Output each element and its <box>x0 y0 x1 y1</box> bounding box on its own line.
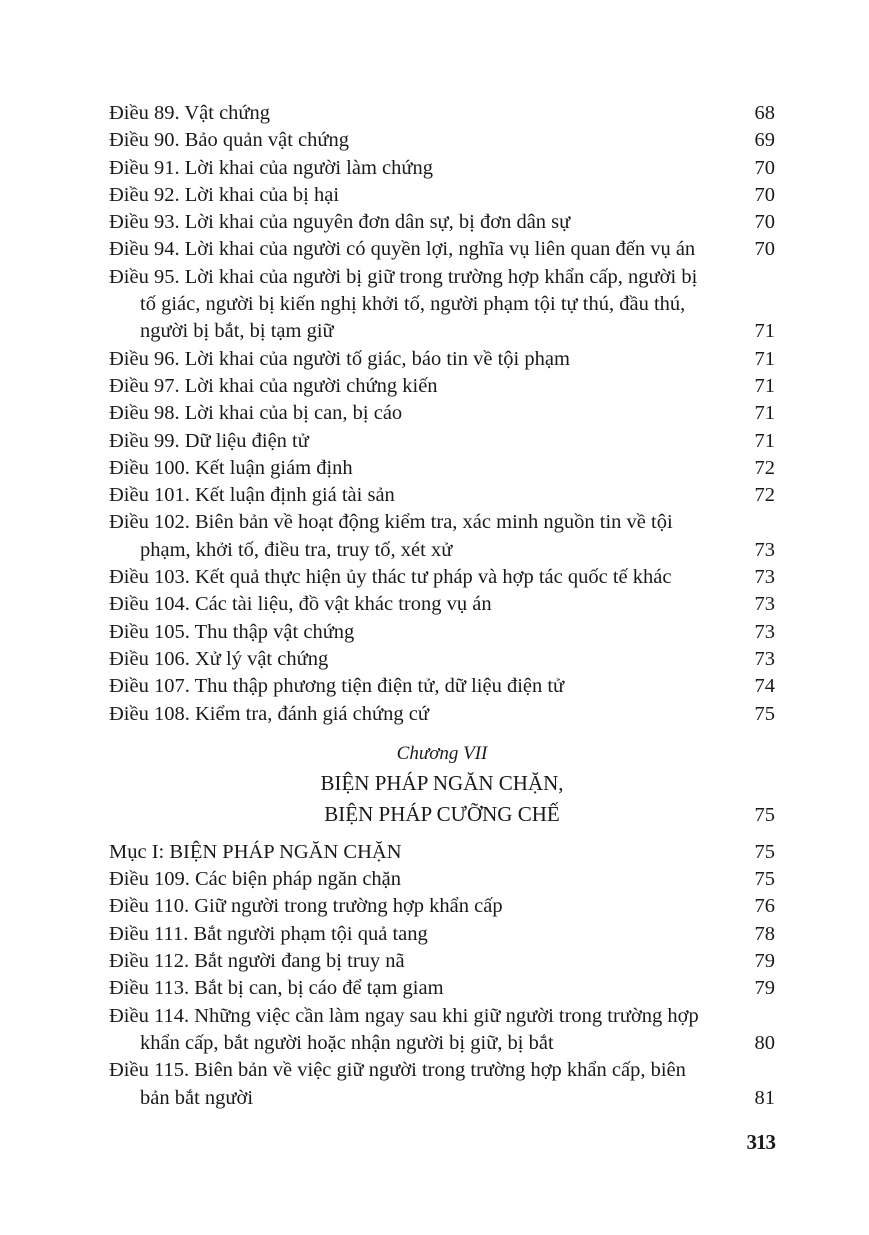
toc-entry-title: Điều 96. Lời khai của người tố giác, báo tin về tội phạm <box>109 347 570 370</box>
toc-entry-page: 69 <box>754 129 775 152</box>
toc-entry-page: 71 <box>754 402 775 425</box>
toc-entry-title: Điều 105. Thu thập vật chứng <box>109 620 355 643</box>
toc-entry-page: 80 <box>754 1031 775 1054</box>
toc-entry-title: Mục I: BIỆN PHÁP NGĂN CHẶN <box>109 840 402 863</box>
toc-entry-page: 78 <box>754 922 775 945</box>
toc-entry-title: Điều 99. Dữ liệu điện tử <box>109 429 309 452</box>
toc-entry-title: Điều 113. Bắt bị can, bị cáo để tạm giam <box>109 977 444 1000</box>
toc-entry-title: Điều 114. Những việc cần làm ngay sau khi giữ người trong trường hợp khẩn cấp, bắt người hoặc nhận người bị giữ, bị bắt <box>109 1004 699 1054</box>
toc-entry-title: Điều 89. Vật chứng <box>109 102 271 124</box>
toc-entry-title: Điều 95. Lời khai của người bị giữ trong trường hợp khẩn cấp, người bị tố giác, người bị kiến nghị khởi tố, người phạm tội tự thú, đầu thú, người bị bắt, bị tạm giữ <box>109 265 698 343</box>
toc-entry <box>109 400 775 427</box>
toc-entry-page: 71 <box>754 347 775 370</box>
toc-entry <box>109 948 775 975</box>
toc-entry-page: 73 <box>754 566 775 589</box>
table-of-contents <box>109 100 775 1112</box>
toc-entry <box>109 701 775 728</box>
toc-entry-title: Điều 94. Lời khai của người có quyền lợi, nghĩa vụ liên quan đến vụ án <box>109 238 696 261</box>
toc-entry-title: Điều 110. Giữ người trong trường hợp khẩn cấp <box>109 895 503 918</box>
toc-entry-page: 70 <box>754 211 775 234</box>
toc-entry <box>109 100 775 127</box>
toc-entry <box>109 839 775 866</box>
toc-entry <box>109 428 775 455</box>
chapter-label: Chương VII <box>396 742 488 764</box>
toc-entry <box>109 619 775 646</box>
toc-entry-page: 79 <box>754 950 775 973</box>
toc-entry-page: 71 <box>754 320 775 343</box>
toc-list-preventive-measures <box>109 839 775 1112</box>
chapter-title-line1: BIỆN PHÁP NGĂN CHẶN, <box>320 770 564 795</box>
chapter-heading <box>109 740 775 829</box>
toc-entry <box>109 182 775 209</box>
toc-entry-page: 73 <box>754 647 775 670</box>
toc-entry <box>109 1003 775 1058</box>
toc-entry-title: Điều 106. Xử lý vật chứng <box>109 647 329 670</box>
toc-entry-title: Điều 97. Lời khai của người chứng kiến <box>109 374 438 397</box>
toc-entry-page: 76 <box>754 895 775 918</box>
toc-entry-page: 75 <box>754 868 775 891</box>
toc-entry-page: 73 <box>754 620 775 643</box>
toc-entry-page: 70 <box>754 238 775 261</box>
toc-entry <box>109 646 775 673</box>
toc-entry-title: Điều 101. Kết luận định giá tài sản <box>109 484 395 507</box>
toc-entry-title: Điều 107. Thu thập phương tiện điện tử, dữ liệu điện tử <box>109 675 565 698</box>
toc-entry-title: Điều 112. Bắt người đang bị truy nã <box>109 950 405 973</box>
toc-entry-page: 71 <box>754 429 775 452</box>
toc-entry-title: Điều 109. Các biện pháp ngăn chặn <box>109 868 402 891</box>
toc-entry-page: 75 <box>754 702 775 725</box>
toc-entry-title: Điều 102. Biên bản về hoạt động kiểm tra, xác minh nguồn tin về tội phạm, khởi tố, điều tra, truy tố, xét xử <box>109 511 673 561</box>
toc-entry-page: 73 <box>754 593 775 616</box>
toc-list-evidence <box>109 100 775 728</box>
toc-entry <box>109 264 775 346</box>
toc-entry-page: 79 <box>754 977 775 1000</box>
toc-entry <box>109 564 775 591</box>
toc-entry <box>109 673 775 700</box>
toc-entry-title: Điều 111. Bắt người phạm tội quả tang <box>109 922 428 945</box>
toc-entry-title: Điều 104. Các tài liệu, đồ vật khác trong vụ án <box>109 593 492 616</box>
toc-entry <box>109 866 775 893</box>
toc-entry-title: Điều 91. Lời khai của người làm chứng <box>109 156 433 179</box>
toc-entry-page: 70 <box>754 156 775 179</box>
toc-entry <box>109 236 775 263</box>
toc-entry <box>109 209 775 236</box>
toc-entry <box>109 482 775 509</box>
toc-entry-page: 75 <box>754 840 775 863</box>
toc-entry-title: Điều 100. Kết luận giám định <box>109 456 353 479</box>
toc-entry <box>109 155 775 182</box>
toc-entry-page: 81 <box>754 1086 775 1109</box>
chapter-page-number: 75 <box>754 803 775 826</box>
chapter-title-line2: BIỆN PHÁP CƯỠNG CHẾ <box>324 801 560 826</box>
toc-entry <box>109 591 775 618</box>
toc-entry-title: Điều 103. Kết quả thực hiện ủy thác tư pháp và hợp tác quốc tế khác <box>109 566 672 589</box>
toc-entry-title: Điều 92. Lời khai của bị hại <box>109 183 340 206</box>
toc-entry-page: 71 <box>754 374 775 397</box>
toc-entry-page: 72 <box>754 484 775 507</box>
toc-entry-title: Điều 93. Lời khai của nguyên đơn dân sự, bị đơn dân sự <box>109 211 571 234</box>
toc-entry <box>109 1057 775 1112</box>
toc-entry-page: 72 <box>754 456 775 479</box>
toc-entry <box>109 975 775 1002</box>
toc-entry-title: Điều 98. Lời khai của bị can, bị cáo <box>109 402 403 425</box>
toc-entry-title: Điều 90. Bảo quản vật chứng <box>109 129 349 152</box>
toc-entry-page: 68 <box>754 102 775 124</box>
toc-entry <box>109 346 775 373</box>
toc-entry <box>109 921 775 948</box>
toc-entry <box>109 509 775 564</box>
toc-entry-page: 74 <box>754 675 775 698</box>
toc-entry <box>109 893 775 920</box>
toc-entry-title: Điều 108. Kiểm tra, đánh giá chứng cứ <box>109 702 429 725</box>
toc-entry-title: Điều 115. Biên bản về việc giữ người trong trường hợp khẩn cấp, biên bản bắt người <box>109 1059 686 1109</box>
toc-entry-page: 73 <box>754 538 775 561</box>
page-folio: 313 <box>746 1130 775 1154</box>
toc-entry <box>109 127 775 154</box>
toc-entry <box>109 455 775 482</box>
toc-entry-page: 70 <box>754 183 775 206</box>
toc-entry <box>109 373 775 400</box>
